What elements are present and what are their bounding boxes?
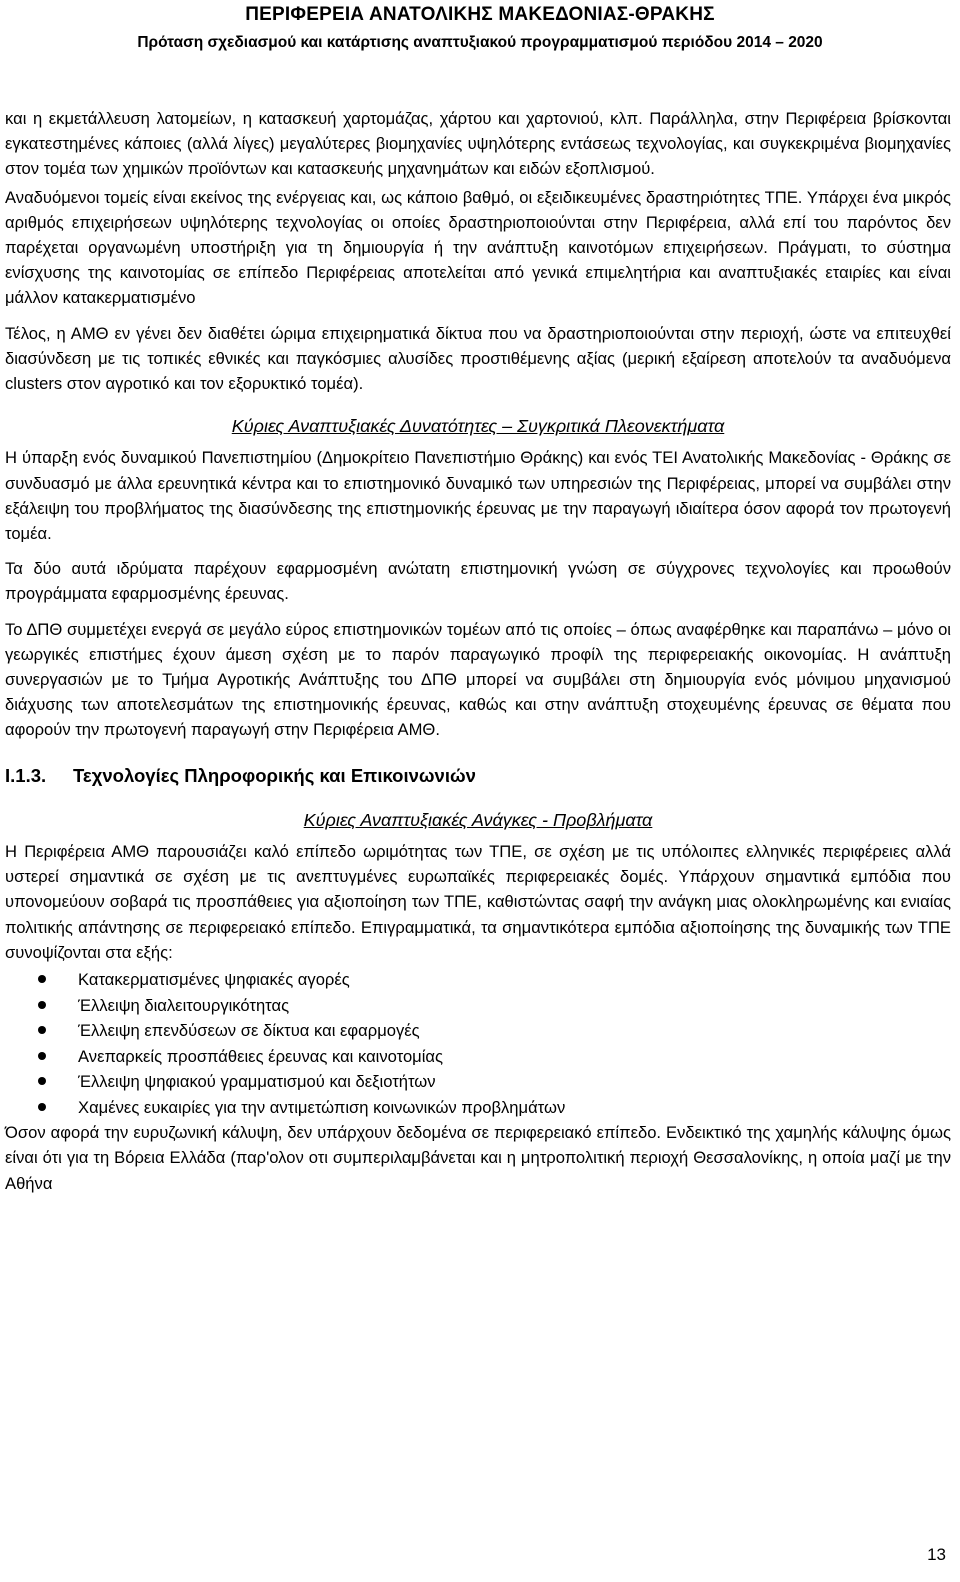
- list-item: Έλλειψη ψηφιακού γραμματισμού και δεξιοτήτων: [5, 1069, 951, 1095]
- list-item: Κατακερματισμένες ψηφιακές αγορές: [5, 967, 951, 993]
- bullet-icon: [38, 1103, 46, 1111]
- paragraph: Τα δύο αυτά ιδρύματα παρέχουν εφαρμοσμένη ανώτατη επιστημονική γνώση σε σύγχρονες τεχνολογίες και προωθούν προγράμματα εφαρμοσμένης έρευνας.: [5, 559, 951, 604]
- page-header: [0, 0, 960, 52]
- subheading: Κύριες Αναπτυξιακές Δυνατότητες – Συγκριτικά Πλεονεκτήματα: [231, 416, 725, 437]
- bullet-list: [5, 967, 951, 1120]
- document-subtitle: Πρόταση σχεδιασμού και κατάρτισης αναπτυξιακού προγραμματισμού περιόδου 2014 – 2020: [137, 34, 823, 51]
- page-number: 13: [927, 1545, 946, 1564]
- paragraph: Η Περιφέρεια ΑΜΘ παρουσιάζει καλό επίπεδο ωριμότητας των ΤΠΕ, σε σχέση με τις υπόλοιπες ελληνικές περιφέρειες αλλά υστερεί σημαντικά σε σχέση με τις ανεπτυγμένες ευρωπαϊκές περιφερειακές δομές. Υπάρχουν σημαντικά εμπόδια που υπονομεύουν σοβαρά τις προσπάθειες για αξιοποίηση των ΤΠΕ, καθιστώντας σαφή την ανάγκη μιας ολοκληρωμένης και ενιαίας πολιτικής απάντησης σε περιφερειακό επίπεδο. Επιγραμματικά, τα σημαντικότερα εμπόδια αξιοποίησης της δυναμικής των ΤΠΕ συνοψίζονται στα εξής:: [5, 842, 951, 962]
- section-heading: [5, 763, 951, 788]
- bullet-icon: [38, 975, 46, 983]
- paragraph: Το ΔΠΘ συμμετέχει ενεργά σε μεγάλο εύρος επιστημονικών τομέων από τις οποίες – όπως αναφέρθηκε και παραπάνω – μόνο οι γεωργικές επιστήμες έχουν άμεση σχέση με το παρόν παραγωγικό προφίλ της περιφερειακής οικονομίας. Η ανάπτυξη συνεργασιών με το Τμήμα Αγροτικής Ανάπτυξης του ΔΠΘ μπορεί να συμβάλει στη δημιουργία ενός μόνιμου μηχανισμού διάχυσης των αποτελεσμάτων της επιστημονικής έρευνας, καθώς και στην ανάπτυξη στοχευμένης έρευνας σε θέματα που αφορούν την πρωτογενή παραγωγή στην Περιφέρεια ΑΜΘ.: [5, 619, 951, 740]
- paragraph: Η ύπαρξη ενός δυναμικού Πανεπιστημίου (Δημοκρίτειο Πανεπιστήμιο Θράκης) και ενός ΤΕΙ Ανατολικής Μακεδονίας - Θράκης σε συνδυασμό με άλλα ερευνητικά κέντρα και το επιστημονικό δυναμικό των υπηρεσιών της Περιφέρειας, μπορεί να συμβάλει στην εξάλειψη του προβλήματος της διασύνδεσης της επιστημονικής έρευνας με την παραγωγή ιδιαίτερα όσον αφορά τον πρωτογενή τομέα.: [5, 448, 951, 544]
- list-item: Ανεπαρκείς προσπάθειες έρευνας και καινοτομίας: [5, 1044, 951, 1070]
- list-item: Χαμένες ευκαιρίες για την αντιμετώπιση κοινωνικών προβλημάτων: [5, 1095, 951, 1121]
- document-body: [5, 106, 951, 1196]
- section-title: Τεχνολογίες Πληροφορικής και Επικοινωνιών: [73, 764, 476, 786]
- paragraph: Τέλος, η ΑΜΘ εν γένει δεν διαθέτει ώριμα επιχειρηματικά δίκτυα που να δραστηριοποιούνται στην περιοχή, ώστε να επιτευχθεί διασύνδεση με τις τοπικές εθνικές και παγκόσμιες αλυσίδες προστιθέμενης αξίας (μερική εξαίρεση αποτελούν τα αναδυόμενα clusters στον αγροτικό και τον εξορυκτικό τομέα).: [5, 323, 951, 394]
- section-number: I.1.3.: [5, 764, 47, 786]
- bullet-icon: [38, 1052, 46, 1060]
- bullet-icon: [38, 1026, 46, 1034]
- paragraph: Αναδυόμενοι τομείς είναι εκείνος της ενέργειας και, ως κάποιο βαθμό, οι εξειδικευμένες δραστηριότητες ΤΠΕ. Υπάρχει ένα μικρός αριθμός επιχειρήσεων υψηλότερης τεχνολογίας οι οποίες δραστηριοποιούνται στην Περιφέρεια, αλλά επί του παρόντος δεν παρέχεται οργανωμένη υποστήριξη για τη δημιουργία ή την ανάπτυξη καινοτόμων επιχειρήσεων. Πράγματι, το σύστημα ενίσχυσης της καινοτομίας σε επίπεδο Περιφέρειας αποτελείται από γενικά επιμελητήρια και αναπτυξιακές εταιρίες και είναι μάλλον κατακερματισμένο: [5, 187, 951, 308]
- paragraph: και η εκμετάλλευση λατομείων, η κατασκευή χαρτομάζας, χάρτου και χαρτονιού, κλπ. Παράλληλα, στην Περιφέρεια βρίσκονται εγκατεστημένες κάποιες (αλλά λίγες) μεγαλύτερες βιομηχανίες υψηλότερης εντάσεως τεχνολογίας, και συγκεκριμένα βιομηχανίες στον τομέα των χημικών προϊόντων και κατασκευής μηχανημάτων και ειδών εξοπλισμού.: [5, 109, 951, 179]
- region-title: ΠΕΡΙΦΕΡΕΙΑ ΑΝΑΤΟΛΙΚΗΣ ΜΑΚΕΔΟΝΙΑΣ-ΘΡΑΚΗΣ: [245, 4, 715, 25]
- list-item: Έλλειψη επενδύσεων σε δίκτυα και εφαρμογές: [5, 1018, 951, 1044]
- list-item: Έλλειψη διαλειτουργικότητας: [5, 993, 951, 1019]
- bullet-icon: [38, 1077, 46, 1085]
- bullet-icon: [38, 1001, 46, 1009]
- subheading: Κύριες Αναπτυξιακές Ανάγκες - Προβλήματα: [303, 809, 653, 830]
- paragraph: Όσον αφορά την ευρυζωνική κάλυψη, δεν υπάρχουν δεδομένα σε περιφερειακό επίπεδο. Ενδεικτικό της χαμηλής κάλυψης όμως είναι ότι για τη Βόρεια Ελλάδα (παρ'ολον οτι συμπεριλαμβάνεται και η μητροπολιτική περιοχή Θεσσαλονίκης, η οποία μαζί με την Αθήνα: [5, 1123, 951, 1193]
